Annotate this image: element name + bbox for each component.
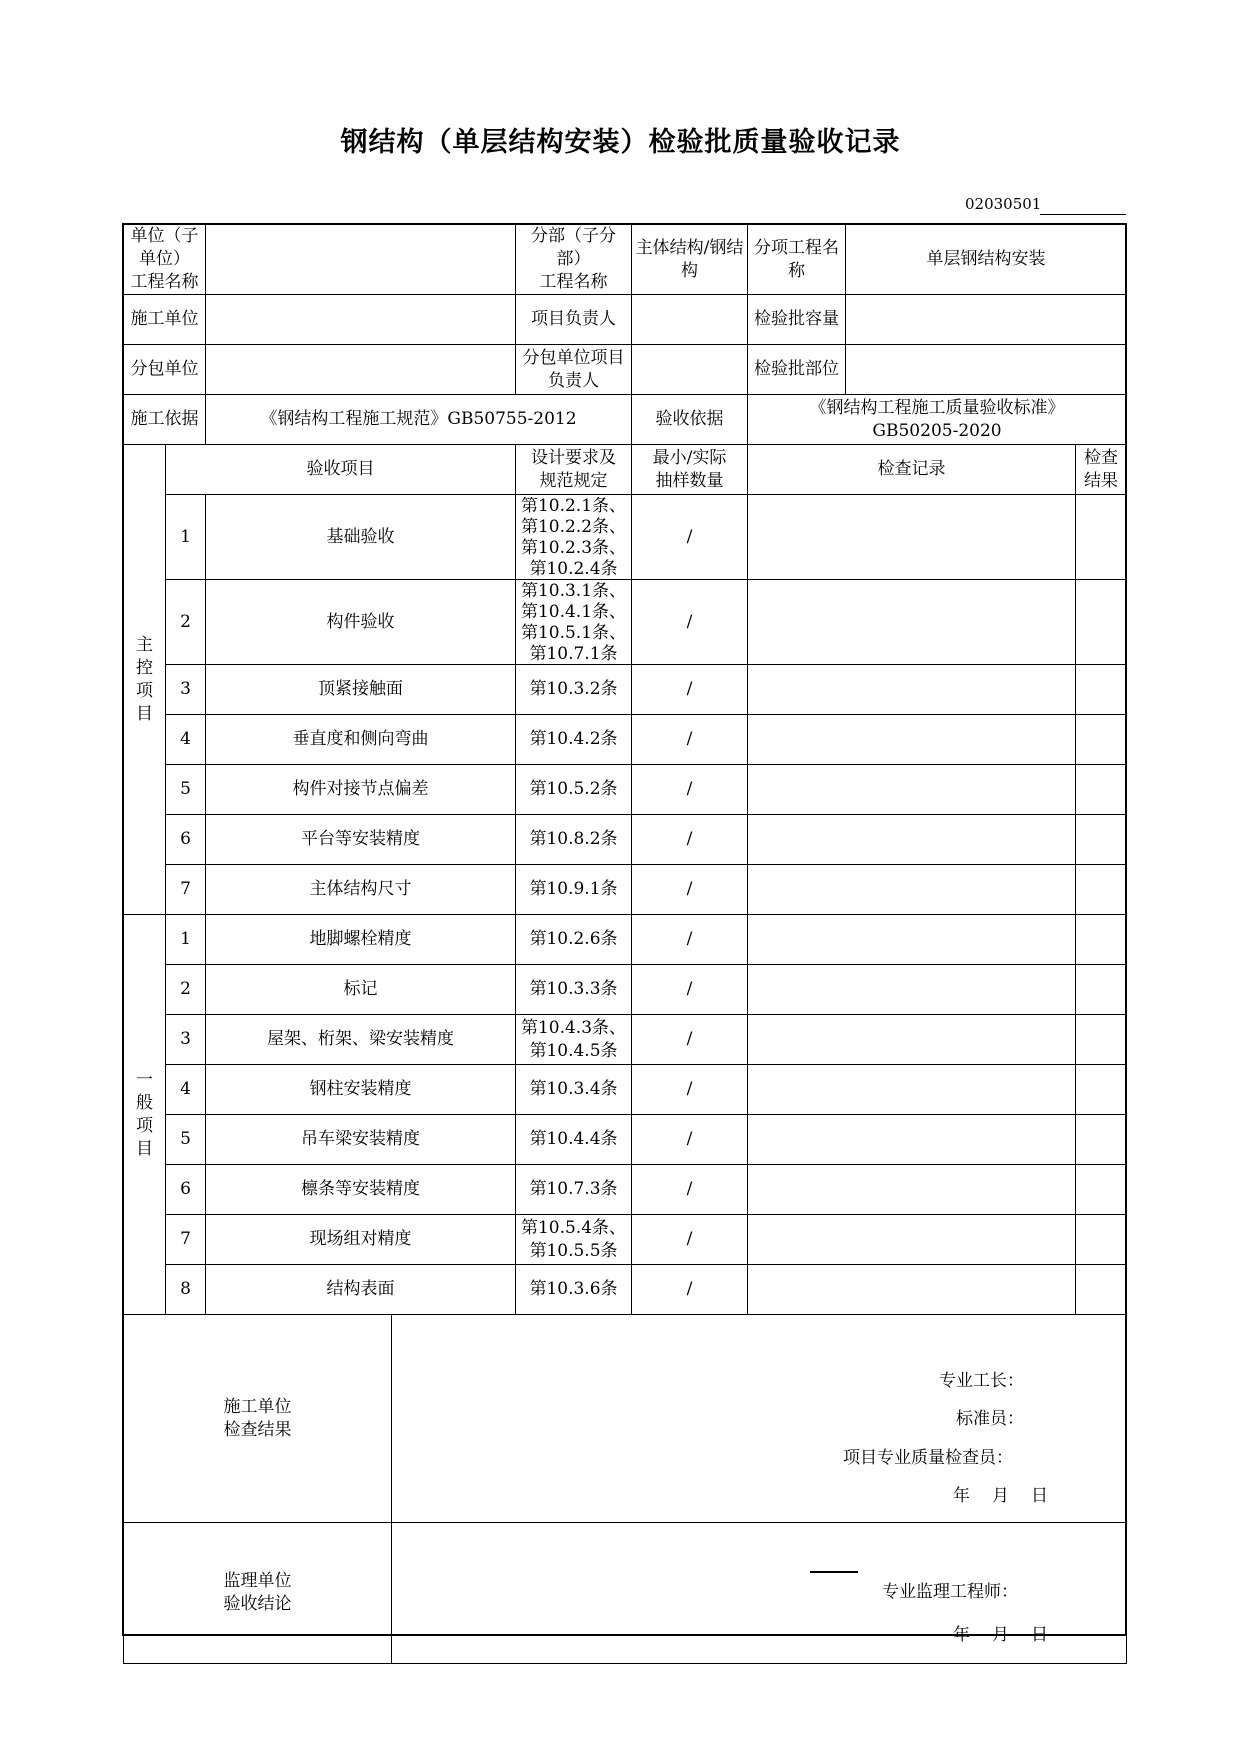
table-row	[124, 915, 1127, 965]
item-sample: /	[632, 495, 748, 580]
date-day-label: 日	[1031, 1486, 1048, 1506]
item-name: 垂直度和侧向弯曲	[206, 715, 516, 765]
item-name: 平台等安装精度	[206, 815, 516, 865]
item-name: 构件验收	[206, 580, 516, 665]
item-clause: 第10.7.3条	[516, 1165, 632, 1215]
item-result[interactable]	[1076, 1265, 1127, 1315]
table-row	[124, 1165, 1127, 1215]
unit-project-label: 单位（子单位） 工程名称	[124, 225, 206, 295]
item-sample: /	[632, 915, 748, 965]
item-number: 2	[166, 965, 206, 1015]
item-result[interactable]	[1076, 1165, 1127, 1215]
item-result[interactable]	[1076, 495, 1127, 580]
item-name: 构件对接节点偏差	[206, 765, 516, 815]
item-result[interactable]	[1076, 1115, 1127, 1165]
item-result[interactable]	[1076, 1065, 1127, 1115]
item-sample: /	[632, 580, 748, 665]
table-row	[124, 1265, 1127, 1315]
sub-pm-label: 分包单位项目 负责人	[516, 345, 632, 395]
item-number: 3	[166, 665, 206, 715]
supervisor-conclusion-label: 监理单位 验收结论	[124, 1523, 392, 1664]
item-clause: 第10.3.2条	[516, 665, 632, 715]
item-clause: 第10.2.1条、 第10.2.2条、 第10.2.3条、 第10.2.4条	[516, 495, 632, 580]
supervisor-conclusion-area[interactable]	[392, 1523, 1127, 1664]
date-month-label: 月	[992, 1486, 1009, 1506]
item-name: 地脚螺栓精度	[206, 915, 516, 965]
item-record[interactable]	[748, 1015, 1076, 1065]
unit-project-value[interactable]	[206, 225, 516, 295]
item-record[interactable]	[748, 865, 1076, 915]
acceptance-basis-label: 验收依据	[632, 395, 748, 445]
contractor-check-area[interactable]	[392, 1315, 1127, 1523]
item-record[interactable]	[748, 1115, 1076, 1165]
item-sample: /	[632, 1215, 748, 1265]
page-title: 钢结构（单层结构安装）检验批质量验收记录	[340, 127, 901, 158]
item-name: 现场组对精度	[206, 1215, 516, 1265]
table-row	[124, 715, 1127, 765]
sub-project-value: 主体结构/钢结构	[632, 225, 748, 295]
item-clause: 第10.5.2条	[516, 765, 632, 815]
item-record[interactable]	[748, 495, 1076, 580]
table-row	[124, 1215, 1127, 1265]
date-year-label: 年	[953, 1625, 970, 1645]
item-project-value: 单层钢结构安装	[846, 225, 1127, 295]
item-record[interactable]	[748, 815, 1076, 865]
item-project-label: 分项工程名称	[748, 225, 846, 295]
item-sample: /	[632, 1015, 748, 1065]
item-result[interactable]	[1076, 580, 1127, 665]
item-number: 4	[166, 1065, 206, 1115]
standard-officer-label: 标准员：	[956, 1409, 1024, 1429]
table-row	[124, 865, 1127, 915]
item-sample: /	[632, 815, 748, 865]
date-month-label: 月	[992, 1625, 1009, 1645]
acceptance-basis-value: 《钢结构工程施工质量验收标准》 GB50205-2020	[748, 395, 1127, 445]
item-sample: /	[632, 715, 748, 765]
item-number: 8	[166, 1265, 206, 1315]
batch-capacity-label: 检验批容量	[748, 295, 846, 345]
column-header-result: 检查 结果	[1076, 445, 1127, 495]
item-sample: /	[632, 665, 748, 715]
item-clause: 第10.3.3条	[516, 965, 632, 1015]
project-manager-label: 项目负责人	[516, 295, 632, 345]
item-result[interactable]	[1076, 965, 1127, 1015]
contractor-label: 施工单位	[124, 295, 206, 345]
item-name: 屋架、桁架、梁安装精度	[206, 1015, 516, 1065]
table-row	[124, 1115, 1127, 1165]
item-result[interactable]	[1076, 815, 1127, 865]
column-header-sample: 最小/实际 抽样数量	[632, 445, 748, 495]
table-row	[124, 965, 1127, 1015]
item-clause: 第10.5.4条、 第10.5.5条	[516, 1215, 632, 1265]
item-result[interactable]	[1076, 715, 1127, 765]
table-row	[124, 665, 1127, 715]
item-record[interactable]	[748, 665, 1076, 715]
item-number: 7	[166, 865, 206, 915]
sub-project-label: 分部（子分部） 工程名称	[516, 225, 632, 295]
table-row	[124, 815, 1127, 865]
foreman-label: 专业工长：	[939, 1371, 1024, 1391]
table-row	[124, 1065, 1127, 1115]
item-record[interactable]	[748, 765, 1076, 815]
form-code-underline	[1040, 214, 1126, 215]
table-row	[124, 495, 1127, 580]
item-clause: 第10.4.4条	[516, 1115, 632, 1165]
batch-capacity-value[interactable]	[846, 295, 1127, 345]
table-row	[124, 580, 1127, 665]
item-name: 顶紧接触面	[206, 665, 516, 715]
date-year-label: 年	[953, 1486, 970, 1506]
item-number: 5	[166, 1115, 206, 1165]
item-sample: /	[632, 1165, 748, 1215]
item-name: 标记	[206, 965, 516, 1015]
date-day-label: 日	[1031, 1625, 1048, 1645]
item-sample: /	[632, 965, 748, 1015]
item-record[interactable]	[748, 1265, 1076, 1315]
batch-location-label: 检验批部位	[748, 345, 846, 395]
item-name: 钢柱安装精度	[206, 1065, 516, 1115]
item-clause: 第10.8.2条	[516, 815, 632, 865]
item-clause: 第10.9.1条	[516, 865, 632, 915]
item-record[interactable]	[748, 1165, 1076, 1215]
item-name: 吊车梁安装精度	[206, 1115, 516, 1165]
contractor-check-label: 施工单位 检查结果	[124, 1315, 392, 1523]
item-sample: /	[632, 1065, 748, 1115]
item-clause: 第10.4.3条、 第10.4.5条	[516, 1015, 632, 1065]
table-row	[124, 1015, 1127, 1065]
item-name: 结构表面	[206, 1265, 516, 1315]
item-name: 主体结构尺寸	[206, 865, 516, 915]
item-record[interactable]	[748, 1065, 1076, 1115]
column-header-design: 设计要求及 规范规定	[516, 445, 632, 495]
construction-basis-label: 施工依据	[124, 395, 206, 445]
subcontractor-label: 分包单位	[124, 345, 206, 395]
item-number: 1	[166, 495, 206, 580]
general-group-label: 一 般 项 目	[124, 915, 166, 1315]
item-result[interactable]	[1076, 1215, 1127, 1265]
item-record[interactable]	[748, 580, 1076, 665]
item-clause: 第10.2.6条	[516, 915, 632, 965]
item-sample: /	[632, 1115, 748, 1165]
item-record[interactable]	[748, 965, 1076, 1015]
column-header-item: 验收项目	[166, 445, 516, 495]
batch-location-value[interactable]	[846, 345, 1127, 395]
item-sample: /	[632, 865, 748, 915]
main-control-group-label: 主 控 项 目	[124, 445, 166, 915]
item-record[interactable]	[748, 915, 1076, 965]
table-row	[124, 765, 1127, 815]
construction-basis-value: 《钢结构工程施工规范》GB50755-2012	[206, 395, 632, 445]
item-result[interactable]	[1076, 765, 1127, 815]
form-code: 02030501	[965, 195, 1042, 213]
item-result[interactable]	[1076, 1015, 1127, 1065]
item-name: 檩条等安装精度	[206, 1165, 516, 1215]
item-number: 7	[166, 1215, 206, 1265]
item-result[interactable]	[1076, 665, 1127, 715]
item-number: 3	[166, 1015, 206, 1065]
item-number: 5	[166, 765, 206, 815]
item-number: 6	[166, 1165, 206, 1215]
item-clause: 第10.3.1条、 第10.4.1条、 第10.5.1条、 第10.7.1条	[516, 580, 632, 665]
quality-inspector-label: 项目专业质量检查员：	[843, 1448, 1013, 1468]
item-number: 2	[166, 580, 206, 665]
item-number: 6	[166, 815, 206, 865]
supervising-engineer-label: 专业监理工程师：	[882, 1582, 1018, 1602]
item-sample: /	[632, 765, 748, 815]
column-header-record: 检查记录	[748, 445, 1076, 495]
subcontractor-value[interactable]	[206, 345, 516, 395]
item-sample: /	[632, 1265, 748, 1315]
item-record[interactable]	[748, 1215, 1076, 1265]
item-result[interactable]	[1076, 915, 1127, 965]
signature-line	[810, 1571, 858, 1573]
item-number: 4	[166, 715, 206, 765]
item-result[interactable]	[1076, 865, 1127, 915]
item-name: 基础验收	[206, 495, 516, 580]
item-record[interactable]	[748, 715, 1076, 765]
item-clause: 第10.3.4条	[516, 1065, 632, 1115]
sub-pm-value[interactable]	[632, 345, 748, 395]
contractor-value[interactable]	[206, 295, 516, 345]
item-clause: 第10.4.2条	[516, 715, 632, 765]
item-clause: 第10.3.6条	[516, 1265, 632, 1315]
inspection-form-table	[123, 224, 1127, 1664]
project-manager-value[interactable]	[632, 295, 748, 345]
item-number: 1	[166, 915, 206, 965]
